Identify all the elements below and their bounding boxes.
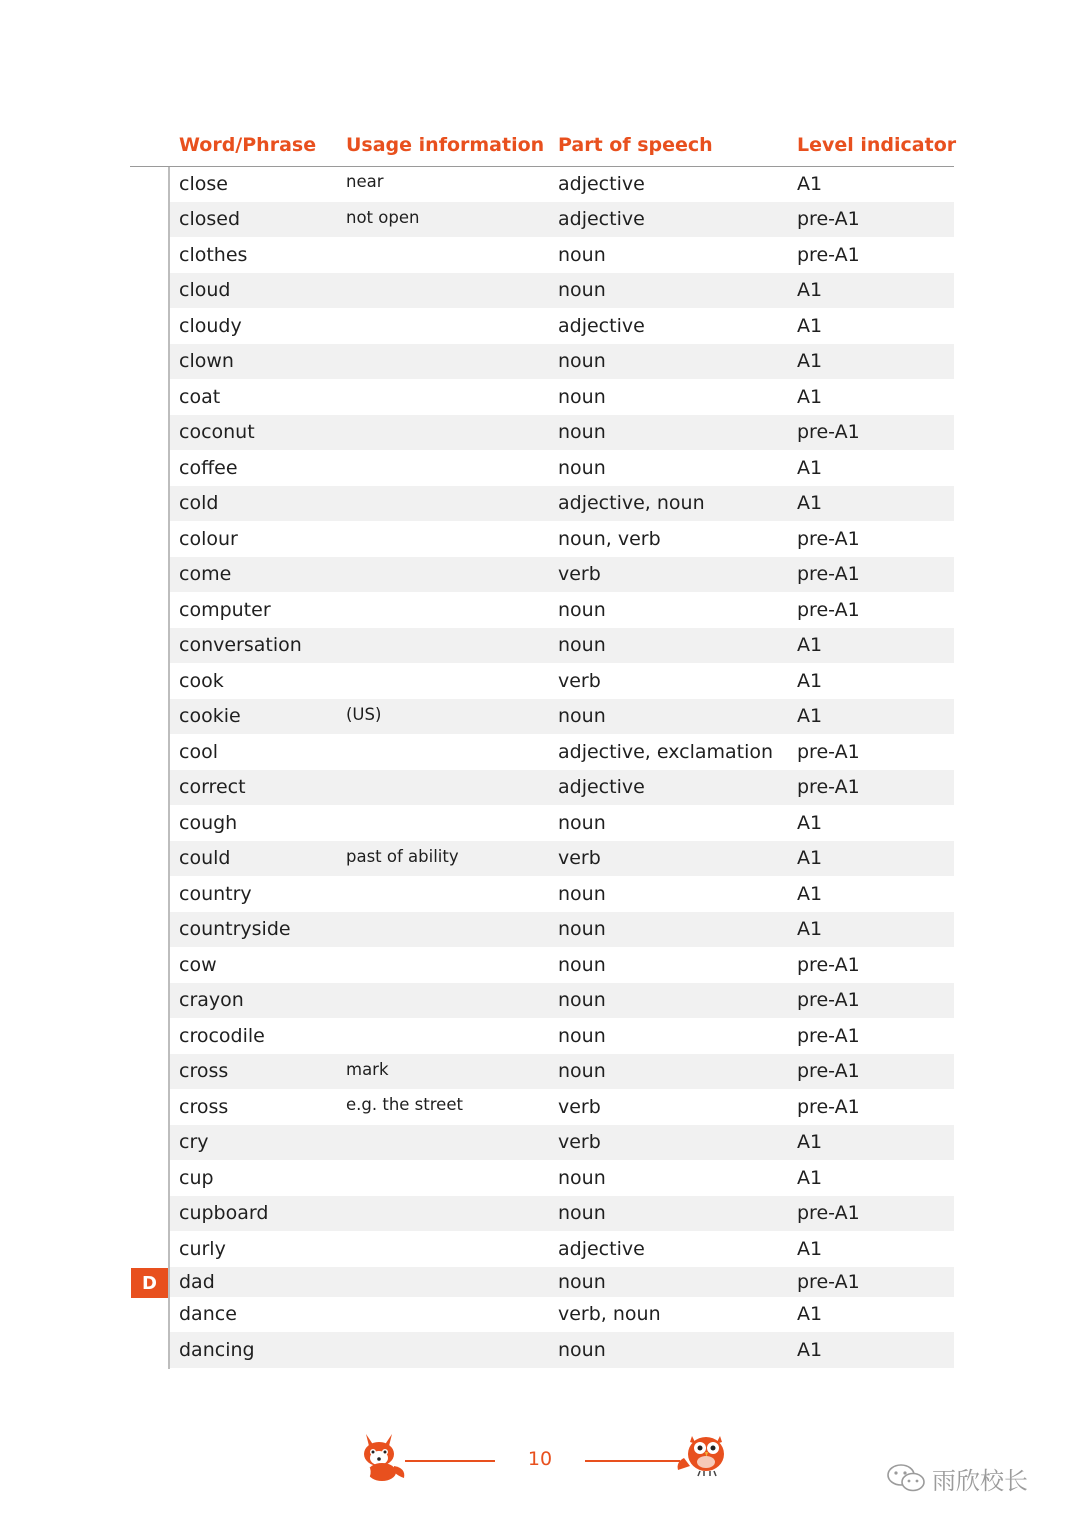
- table-row: [170, 1125, 954, 1161]
- cell-part-of-speech: verb: [558, 1131, 601, 1154]
- cell-part-of-speech: verb: [558, 563, 601, 586]
- cell-part-of-speech: noun: [558, 811, 606, 834]
- cell-word: coat: [179, 385, 221, 408]
- cell-usage: (US): [346, 704, 382, 724]
- cell-part-of-speech: noun: [558, 634, 606, 657]
- cell-word: correct: [179, 776, 246, 799]
- cell-usage: near: [346, 172, 384, 192]
- cell-part-of-speech: verb: [558, 669, 601, 692]
- cell-part-of-speech: adjective, noun: [558, 492, 705, 515]
- cell-word: cloudy: [179, 314, 242, 337]
- cell-word: closed: [179, 208, 240, 231]
- cell-word: cup: [179, 1166, 214, 1189]
- cell-part-of-speech: noun: [558, 1060, 606, 1083]
- cell-part-of-speech: noun: [558, 421, 606, 444]
- table-row: [170, 876, 954, 912]
- cell-level: pre-A1: [797, 953, 860, 976]
- table-row: [170, 1196, 954, 1232]
- cell-word: conversation: [179, 634, 302, 657]
- cell-word: cupboard: [179, 1202, 269, 1225]
- cell-part-of-speech: noun: [558, 953, 606, 976]
- cell-level: pre-A1: [797, 598, 860, 621]
- table-row: [170, 1297, 954, 1333]
- cell-usage: mark: [346, 1059, 389, 1079]
- cell-word: dance: [179, 1303, 237, 1326]
- cell-level: A1: [797, 811, 823, 834]
- cell-part-of-speech: adjective: [558, 776, 645, 799]
- table-row: [170, 983, 954, 1019]
- header-part-of-speech: Part of speech: [558, 134, 713, 156]
- header-usage: Usage information: [346, 134, 545, 156]
- cell-level: pre-A1: [797, 1060, 860, 1083]
- cell-level: pre-A1: [797, 1270, 860, 1293]
- cell-level: pre-A1: [797, 563, 860, 586]
- table-row: [170, 1089, 954, 1125]
- wechat-icon: [886, 1463, 926, 1493]
- table-row: [170, 1267, 954, 1297]
- cell-word: coconut: [179, 421, 255, 444]
- table-header: [130, 130, 957, 167]
- cell-part-of-speech: noun: [558, 456, 606, 479]
- cell-word: crayon: [179, 989, 244, 1012]
- cell-level: A1: [797, 847, 823, 870]
- table-row: [170, 202, 954, 238]
- cell-part-of-speech: verb: [558, 1095, 601, 1118]
- cell-level: A1: [797, 1237, 823, 1260]
- table-row: [170, 734, 954, 770]
- cell-part-of-speech: noun: [558, 1024, 606, 1047]
- cell-level: A1: [797, 669, 823, 692]
- cell-part-of-speech: adjective: [558, 172, 645, 195]
- cell-part-of-speech: noun: [558, 243, 606, 266]
- cell-part-of-speech: noun: [558, 705, 606, 728]
- cell-word: clothes: [179, 243, 248, 266]
- table-row: [170, 1160, 954, 1196]
- table-row: [170, 557, 954, 593]
- table-row: [170, 1018, 954, 1054]
- cell-level: A1: [797, 279, 823, 302]
- cell-level: A1: [797, 492, 823, 515]
- cell-word: come: [179, 563, 232, 586]
- table-row: [170, 805, 954, 841]
- cell-level: pre-A1: [797, 989, 860, 1012]
- cell-usage: e.g. the street: [346, 1095, 463, 1115]
- cell-level: pre-A1: [797, 776, 860, 799]
- cell-part-of-speech: noun: [558, 350, 606, 373]
- table-row: [170, 841, 954, 877]
- table-row: [170, 521, 954, 557]
- cell-word: country: [179, 882, 252, 905]
- header-word: Word/Phrase: [179, 134, 317, 156]
- table-row: [170, 1231, 954, 1267]
- header-level: Level indicator: [797, 134, 957, 156]
- cell-part-of-speech: noun: [558, 1202, 606, 1225]
- cell-word: crocodile: [179, 1024, 265, 1047]
- cell-level: pre-A1: [797, 1202, 860, 1225]
- cell-word: cross: [179, 1060, 229, 1083]
- cell-part-of-speech: noun: [558, 1166, 606, 1189]
- cell-level: pre-A1: [797, 1024, 860, 1047]
- table-row: [170, 912, 954, 948]
- table-row: [170, 770, 954, 806]
- cell-part-of-speech: noun, verb: [558, 527, 661, 550]
- cell-part-of-speech: adjective, exclamation: [558, 740, 774, 763]
- table-row: [170, 450, 954, 486]
- cell-part-of-speech: adjective: [558, 314, 645, 337]
- cell-word: cookie: [179, 705, 241, 728]
- cell-part-of-speech: adjective: [558, 1237, 645, 1260]
- cell-level: A1: [797, 882, 823, 905]
- cell-part-of-speech: noun: [558, 279, 606, 302]
- table-row: [170, 379, 954, 415]
- cell-word: cold: [179, 492, 219, 515]
- table-row: [170, 699, 954, 735]
- cell-word: computer: [179, 598, 271, 621]
- cell-word: cool: [179, 740, 218, 763]
- cell-level: A1: [797, 172, 823, 195]
- table-body: [170, 166, 954, 1368]
- fox-icon: [358, 1428, 408, 1482]
- cell-level: A1: [797, 918, 823, 941]
- cell-level: A1: [797, 634, 823, 657]
- cell-level: pre-A1: [797, 740, 860, 763]
- cell-part-of-speech: verb: [558, 847, 601, 870]
- cell-word: cross: [179, 1095, 229, 1118]
- cell-word: cow: [179, 953, 217, 976]
- table-row: [170, 308, 954, 344]
- cell-level: pre-A1: [797, 208, 860, 231]
- watermark: [886, 1460, 1028, 1496]
- cell-usage: not open: [346, 207, 420, 227]
- cell-level: pre-A1: [797, 421, 860, 444]
- cell-word: colour: [179, 527, 238, 550]
- table-row: [170, 415, 954, 451]
- table-row: [170, 486, 954, 522]
- cell-part-of-speech: verb, noun: [558, 1303, 661, 1326]
- cell-usage: past of ability: [346, 846, 459, 866]
- page-number: 10: [527, 1448, 553, 1470]
- table-row: [170, 663, 954, 699]
- table-row: [170, 273, 954, 309]
- cell-level: pre-A1: [797, 243, 860, 266]
- table-row: [170, 166, 954, 202]
- letter-section-marker: D: [131, 1268, 168, 1298]
- cell-level: A1: [797, 1166, 823, 1189]
- cell-word: dancing: [179, 1338, 255, 1361]
- footer-rule-right: [585, 1460, 680, 1462]
- cell-part-of-speech: noun: [558, 918, 606, 941]
- table-row: [170, 592, 954, 628]
- cell-part-of-speech: noun: [558, 598, 606, 621]
- watermark-text: 雨欣校长: [932, 1466, 1028, 1495]
- cell-level: A1: [797, 1303, 823, 1326]
- table-row: [170, 628, 954, 664]
- cell-word: could: [179, 847, 231, 870]
- cell-level: A1: [797, 1338, 823, 1361]
- cell-part-of-speech: adjective: [558, 208, 645, 231]
- cell-level: A1: [797, 1131, 823, 1154]
- cell-level: A1: [797, 385, 823, 408]
- cell-level: A1: [797, 456, 823, 479]
- table-row: [170, 1054, 954, 1090]
- cell-word: cook: [179, 669, 224, 692]
- cell-level: A1: [797, 705, 823, 728]
- cell-word: cloud: [179, 279, 231, 302]
- cell-level: A1: [797, 350, 823, 373]
- cell-part-of-speech: noun: [558, 385, 606, 408]
- table-row: [170, 344, 954, 380]
- cell-word: dad: [179, 1270, 215, 1293]
- cell-word: cry: [179, 1131, 209, 1154]
- table-row: [170, 1332, 954, 1368]
- cell-part-of-speech: noun: [558, 1338, 606, 1361]
- footer-rule-left: [405, 1460, 495, 1462]
- cell-part-of-speech: noun: [558, 989, 606, 1012]
- table-row: [170, 237, 954, 273]
- cell-word: countryside: [179, 918, 291, 941]
- cell-level: pre-A1: [797, 527, 860, 550]
- table-row: [170, 947, 954, 983]
- owl-icon: [674, 1428, 730, 1478]
- cell-word: curly: [179, 1237, 226, 1260]
- cell-word: cough: [179, 811, 238, 834]
- cell-part-of-speech: noun: [558, 882, 606, 905]
- cell-part-of-speech: noun: [558, 1270, 606, 1293]
- cell-level: pre-A1: [797, 1095, 860, 1118]
- cell-word: clown: [179, 350, 234, 373]
- cell-level: A1: [797, 314, 823, 337]
- cell-word: coffee: [179, 456, 238, 479]
- cell-word: close: [179, 172, 228, 195]
